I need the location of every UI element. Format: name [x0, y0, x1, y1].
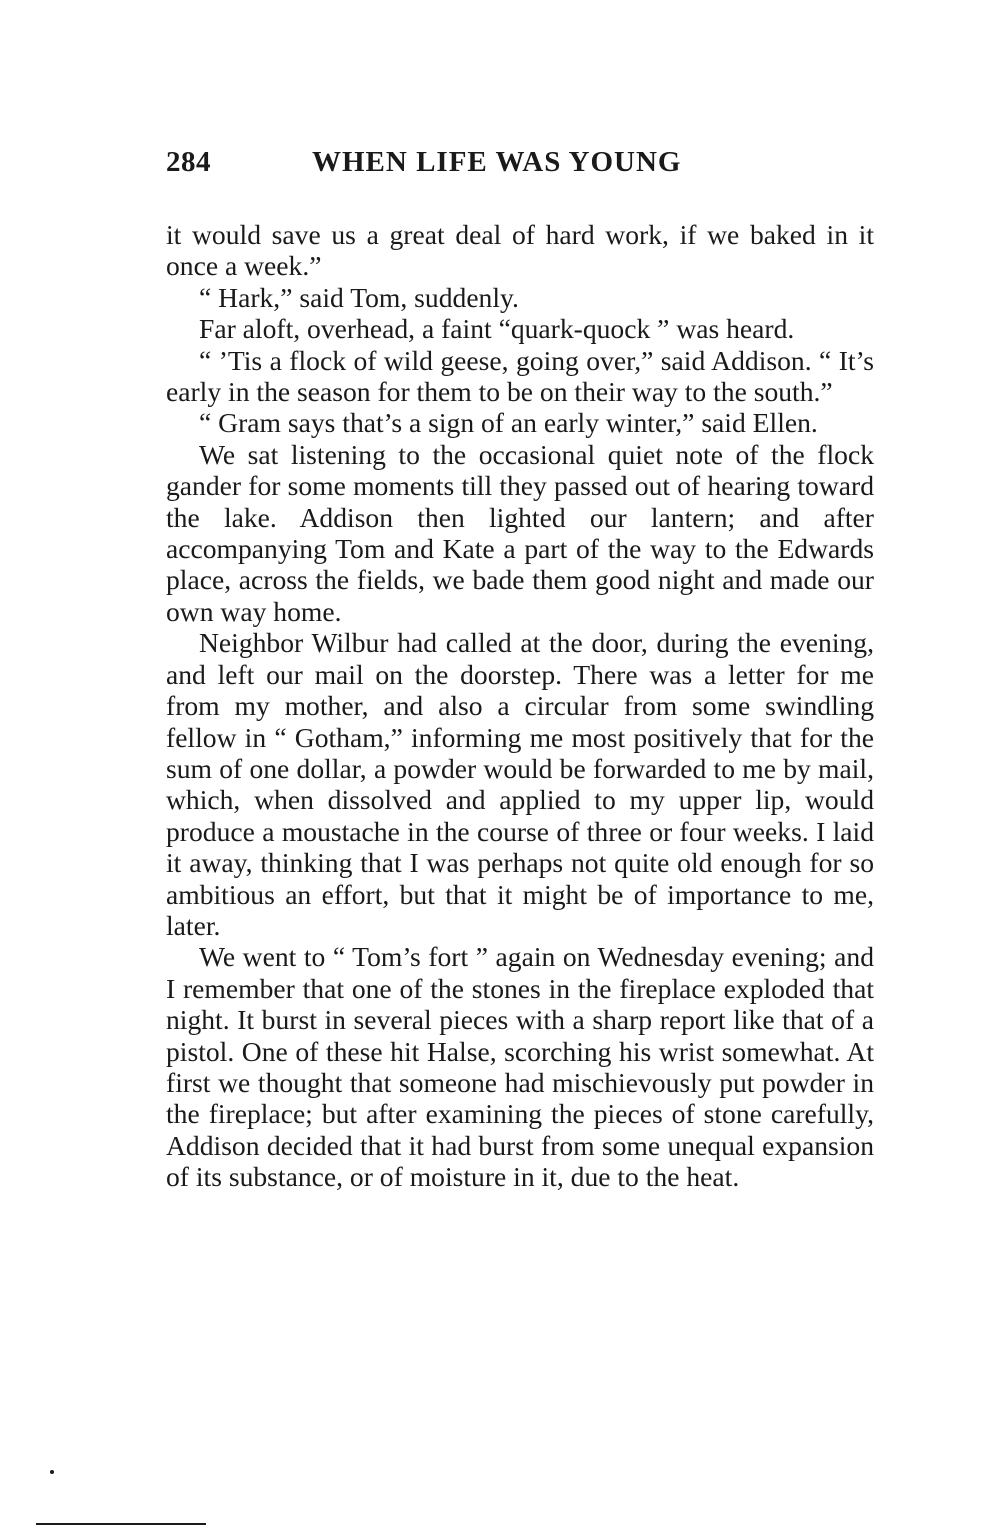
page-number: 284: [166, 146, 211, 178]
body-text: [166, 219, 874, 1193]
paragraph: We sat listening to the occasional quiet note of the flock gander for some moments till they passed out of hearing toward the lake. Addison then lighted our lantern; and after accompanying Tom and Kate a part of the way to the Edwards place, across the fields, we bade them good night and made our own way home.: [166, 438, 874, 627]
paragraph-continuation: it would save us a great deal of hard work, if we baked in it once a week.”: [166, 219, 874, 282]
running-head: [166, 146, 876, 186]
paragraph: “ Hark,” said Tom, suddenly.: [199, 281, 519, 313]
paragraph: “ Gram says that’s a sign of an early winter,” said Ellen.: [199, 407, 818, 439]
paragraph: “ ’Tis a flock of wild geese, going over,” said Addison. “ It’s early in the season for them to be on their way to the south.”: [166, 344, 874, 408]
paragraph: We went to “ Tom’s fort ” again on Wednesday evening; and I remember that one of the stones in the fireplace exploded that night. It burst in several pieces with a sharp report like that of a pistol. One of these hit Halse, scorching his wrist somewhat. At first we thought that someone had mischievously put powder in the fireplace; but after examining the pieces of stone carefully, Addison decided that it had burst from some unequal expansion of its substance, or of moisture in it, due to the heat.: [166, 941, 874, 1193]
bottom-rule: [36, 1523, 206, 1525]
paragraph: Neighbor Wilbur had called at the door, during the evening, and left our mail on the doorstep. There was a letter for me from my mother, and also a circular from some swindling fellow in “ Gotham,” informing me most positively that for the sum of one dollar, a powder would be forwarded to me by mail, which, when dissolved and applied to my upper lip, would produce a moustache in the course of three or four weeks. I laid it away, thinking that I was perhaps not quite old enough for so ambitious an effort, but that it might be of importance to me, later.: [166, 627, 874, 941]
book-title: WHEN LIFE WAS YOUNG: [312, 146, 682, 178]
ink-speck: [50, 1470, 54, 1474]
paragraph: Far aloft, overhead, a faint “quark-quock ” was heard.: [199, 313, 795, 345]
